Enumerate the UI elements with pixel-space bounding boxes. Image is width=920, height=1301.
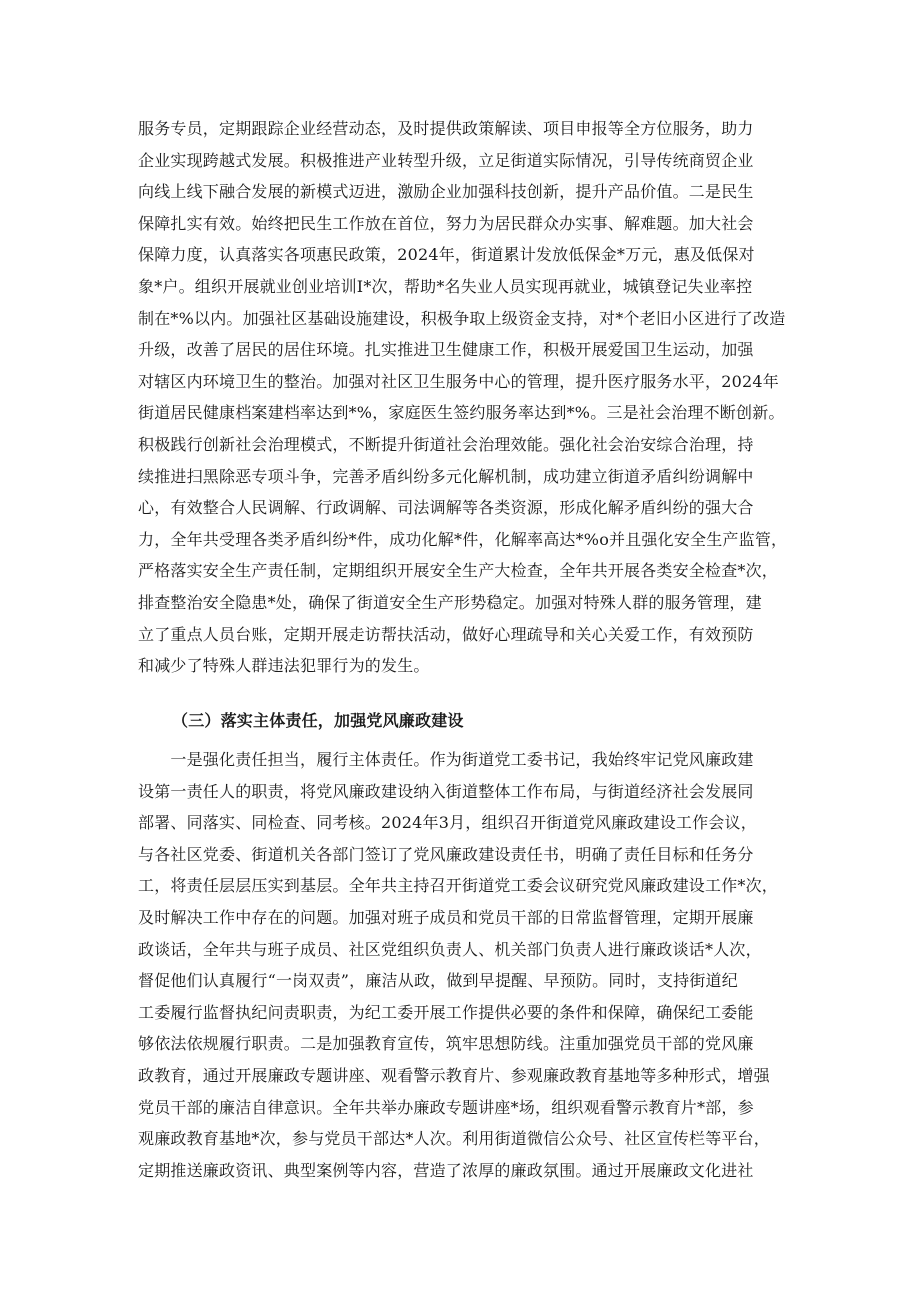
text-line: 定期推送廉政资讯、典型案例等内容，营造了浓厚的廉政氛围。通过开展廉政文化进社 (138, 1160, 754, 1180)
text-line: 工委履行监督执纪问责职责，为纪工委开展工作提供必要的条件和保障，确保纪工委能 (138, 1002, 754, 1022)
continued-paragraph (138, 113, 790, 682)
text-line: 续推进扫黑除恶专项斗争，完善矛盾纠纷多元化解机制，成功建立街道矛盾纠纷调解中 (138, 466, 754, 486)
text-line: 工，将责任层层压实到基层。全年共主持召开街道党工委会议研究党风廉政建设工作*次， (138, 876, 779, 896)
text-line: 升级，改善了居民的居住环境。扎实推进卫生健康工作，积极开展爱国卫生运动，加强 (138, 340, 754, 360)
text-line: 象*户。组织开展就业创业培训I*次，帮助*名失业人员实现再就业，城镇登记失业率控 (138, 276, 753, 296)
section-heading-text: （三）落实主体责任，加强党风廉政建设 (172, 711, 464, 730)
text-line: 向线上线下融合发展的新模式迈进，激励企业加强科技创新，提升产品价值。二是民生 (138, 182, 754, 202)
text-line: 服务专员，定期跟踪企业经营动态，及时提供政策解读、项目申报等全方位服务，助力 (138, 119, 754, 138)
text-line: 政谈话，全年共与班子成员、社区党组织负责人、机关部门负责人进行廉政谈话*人次， (138, 939, 762, 959)
text-line: 设第一责任人的职责，将党风廉政建设纳入街道整体工作布局，与街道经济社会发展同 (138, 781, 754, 801)
text-line: 党员干部的廉洁自律意识。全年共举办廉政专题讲座*场，组织观看警示教育片*部，参 (138, 1097, 754, 1117)
text-line: 观廉政教育基地*次，参与党员干部达*人次。利用街道微信公众号、社区宣传栏等平台， (138, 1129, 771, 1149)
text-line: 街道居民健康档案建档率达到*%，家庭医生签约服务率达到*%。三是社会治理不断创新。 (138, 403, 785, 423)
text-line: 部署、同落实、同检查、同考核。2024年3月，组织召开街道党风廉政建设工作会议， (138, 813, 757, 833)
text-line: 政教育，通过开展廉政专题讲座、观看警示教育片、参观廉政教育基地等多种形式，增强 (138, 1065, 770, 1085)
text-line: 力，全年共受理各类矛盾纠纷*件，成功化解*件，化解率高达*%o并且强化安全生产监管， (138, 529, 788, 549)
text-line: 对辖区内环境卫生的整治。加强对社区卫生服务中心的管理，提升医疗服务水平，2024年 (138, 371, 779, 391)
section-heading (138, 705, 790, 737)
text-line: 够依法依规履行职责。二是加强教育宣传，筑牢思想防线。注重加强党员干部的党风廉 (138, 1034, 754, 1054)
text-line: 严格落实安全生产责任制，定期组织开展安全生产大检查，全年共开展各类安全检查*次， (138, 561, 779, 581)
text-line: 心，有效整合人民调解、行政调解、司法调解等各类资源，形成化解矛盾纠纷的强大合 (138, 498, 754, 518)
text-line: 保障力度，认真落实各项惠民政策，2024年，街道累计发放低保金*万元，惠及低保对 (138, 245, 755, 265)
text-line: 和减少了特殊人群违法犯罪行为的发生。 (138, 656, 430, 676)
text-line: 制在*%以内。加强社区基础设施建设，积极争取上级资金支持，对*个老旧小区进行了改造 (138, 308, 786, 328)
text-line: 立了重点人员台账，定期开展走访帮扶活动，做好心理疏导和关心关爱工作，有效预防 (138, 624, 754, 644)
text-line: 及时解决工作中存在的问题。加强对班子成员和党员干部的日常监督管理，定期开展廉 (138, 907, 754, 927)
section3-paragraph (138, 744, 790, 1186)
text-line: 保障扎实有效。始终把民生工作放在首位，努力为居民群众办实事、解难题。加大社会 (138, 213, 754, 233)
text-line: 积极践行创新社会治理模式，不断提升街道社会治理效能。强化社会治安综合治理，持 (138, 434, 754, 454)
text-line: 排查整治安全隐患*处，确保了街道安全生产形势稳定。加强对特殊人群的服务管理，建 (138, 592, 762, 612)
text-line: 与各社区党委、街道机关各部门签订了党风廉政建设责任书，明确了责任目标和任务分 (138, 844, 754, 864)
text-line: 企业实现跨越式发展。积极推进产业转型升级，立足街道实际情况，引导传统商贸企业 (138, 150, 754, 170)
text-line: 督促他们认真履行“一岗双责”，廉洁从政，做到早提醒、早预防。同时，支持街道纪 (138, 971, 738, 991)
text-line: 一是强化责任担当，履行主体责任。作为街道党工委书记，我始终牢记党风廉政建 (138, 750, 754, 769)
